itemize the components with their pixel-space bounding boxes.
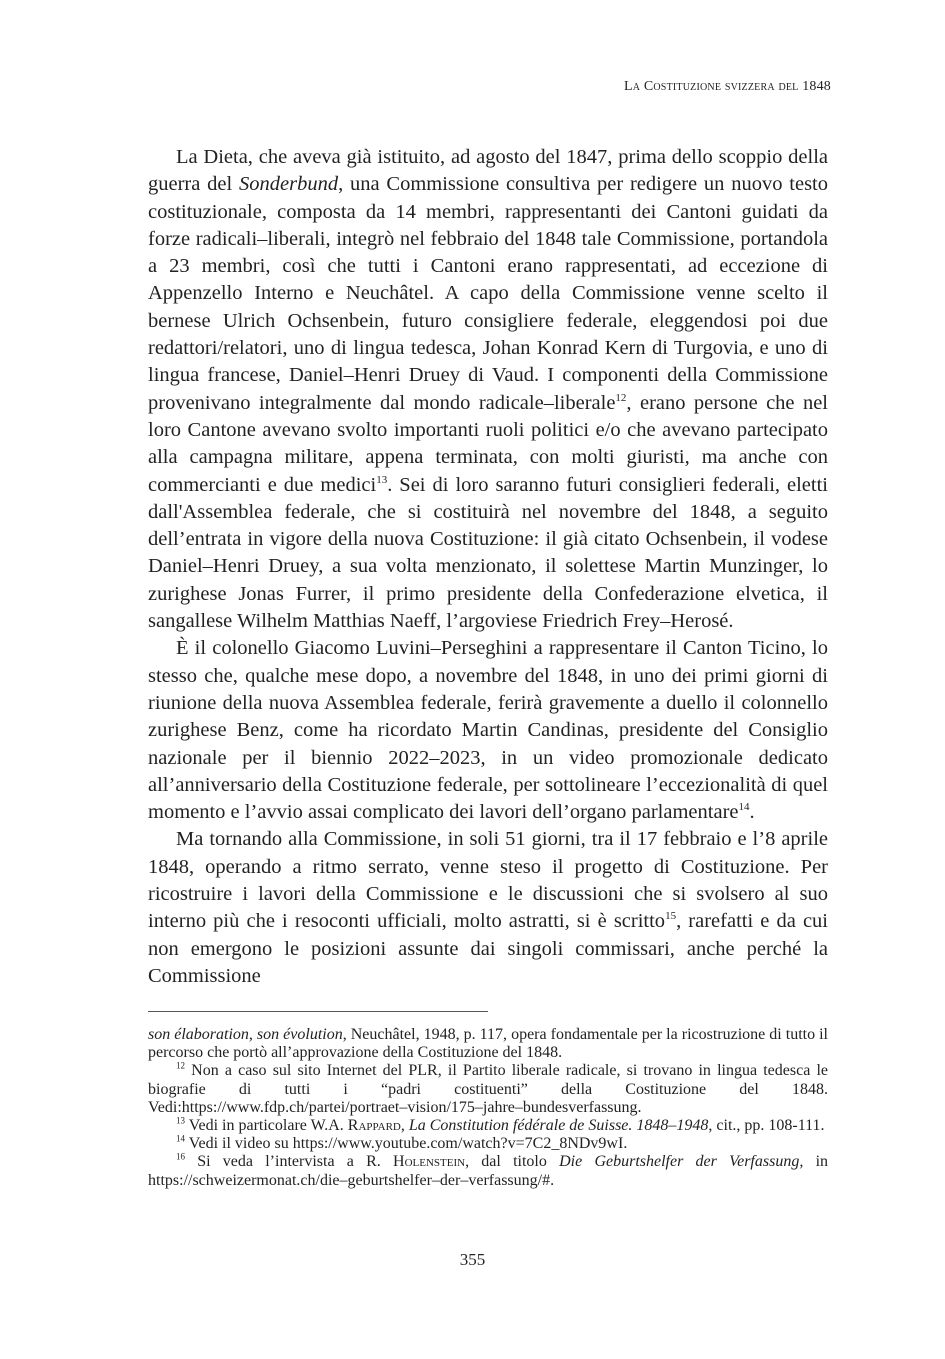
footnote-ref-14[interactable]: 14 (738, 801, 750, 814)
p1-text-d: , erano persone che nel loro Cantone avevano svolto importanti ruoli politici e/o che avevano partecipato alla campagna militare, appena terminata, con molti giuristi, ma anche con commercianti e due medici (148, 391, 828, 496)
fn-cont-text: , Neuchâtel, 1948, p. 117, opera fondamentale per la ricostruzione di tutto il percorso che portò all’approvazione della Costituzione del 1848. (148, 1026, 828, 1062)
footnote-12 (148, 1062, 828, 1117)
page-number: 355 (459, 1250, 486, 1269)
footnote-text: , cit., pp. 108-111. (708, 1117, 825, 1135)
footnote-text: Si veda l’intervista a R. (185, 1153, 394, 1171)
footnote-text: , dal titolo (465, 1153, 560, 1171)
footnote-ref-13[interactable]: 13 (376, 473, 388, 486)
footnote-author: Holenstein (393, 1153, 466, 1171)
running-head (624, 79, 831, 95)
p1-text-a: La Dieta, che aveva già istituito, ad agosto del 1847, prima dello scoppio della guerra del (148, 146, 828, 196)
footnote-text: , (400, 1117, 409, 1135)
footnote-separator (148, 1011, 488, 1012)
footnote-number: 12 (176, 1061, 185, 1072)
footnote-ref-15[interactable]: 15 (665, 910, 677, 923)
p2-text-a: È il colonello Giacomo Luvini–Perseghini a rappresentare il Canton Ticino, lo stesso che, qualche mese dopo, a novembre del 1848, in uno dei primi giorni di riunione della nuova Assemblea federale, ferirà gravemente a duello il colonnello zurighese Benz, come ha ricordato Martin Candinas, presidente del Consiglio nazionale per il biennio 2022–2023, in un video promozionale dedicato all’anniversario della Costituzione federale, per sottolineare l’eccezionalità di quel momento e l’avvio assai complicato dei lavori dell’organo parlamentare (148, 637, 828, 824)
footnote-number: 13 (176, 1115, 185, 1126)
footnote-number: 14 (176, 1133, 185, 1144)
footnote-14 (148, 1135, 828, 1153)
footnote-number: 16 (176, 1152, 185, 1163)
p1-italic-sonderbund: Sonderbund (239, 173, 339, 196)
footnote-title: La Constitution fédérale de Suisse. 1848–1948 (408, 1117, 709, 1135)
footnote-16 (148, 1153, 828, 1189)
footnote-text: in https://schweizermonat.ch/die–geburtshelfer–der–verfassung/#. (148, 1153, 829, 1189)
footnotes (148, 1026, 828, 1190)
footnote-text: Vedi in particolare W.A. (185, 1117, 348, 1135)
main-text (148, 144, 828, 990)
footnote-text: Non a caso sul sito Internet del PLR, il Partito liberale radicale, si trovano in lingua tedesca le biografie di tutti i “padri costituenti” della Costituzione del 1848. Vedi:https://www.fdp.ch/partei/portraet–vision/175–jahre–bundesverfassung. (148, 1062, 828, 1116)
fn-cont-italic: son élaboration, son évolution (148, 1026, 343, 1043)
paragraph-2 (148, 635, 828, 826)
paragraph-3 (148, 826, 828, 990)
footnote-13 (148, 1117, 828, 1135)
p3-text-a: Ma tornando alla Commissione, in soli 51 giorni, tra il 17 febbraio e l’8 aprile 1848, operando a ritmo serrato, venne steso il progetto di Costituzione. Per ricostruire i lavori della Commissione e le discussioni che si svolsero al suo interno più che i resoconti ufficiali, molto astratti, si è scritto (148, 828, 828, 933)
footnote-text: Vedi il video su https://www.youtube.com/watch?v=7C2_8NDv9wI. (185, 1135, 628, 1153)
p3-text-b: , rarefatti e da cui non emergono le posizioni assunte dai singoli commissari, anche perché la Commissione (148, 910, 828, 987)
p1-text-c: , una Commissione consultiva per redigere un nuovo testo costituzionale, composta da 14 membri, rappresentanti dei Cantoni guidati da forze radicali–liberali, integrò nel febbraio del 1848 tale Commissione, portandola a 23 membri, così che tutti i Cantoni erano rappresentati, ad eccezione di Appenzello Interno e Neuchâtel. A capo della Commissione venne scelto il bernese Ulrich Ochsenbein, futuro consigliere federale, eleggendosi poi due redattori/relatori, uno di lingua tedesca, Johan Konrad Kern di Turgovia, e uno di lingua francese, Daniel–Henri Druey di Vaud. I componenti della Commissione provenivano integralmente dal mondo radicale–liberale (148, 173, 828, 414)
p2-text-b: . (749, 801, 755, 824)
footnote-title: Die Geburtshelfer der Verfassung, (559, 1153, 804, 1171)
footnote-continuation (148, 1026, 828, 1062)
footnote-author: Rappard (347, 1117, 401, 1135)
paragraph-1 (148, 144, 828, 635)
footnote-ref-12[interactable]: 12 (615, 391, 627, 404)
p1-text-e: . Sei di loro saranno futuri consiglieri federali, eletti dall'Assemblea federale, che si costituirà nel novembre del 1848, a seguito dell’entrata in vigore della nuova Costituzione: il già citato Ochsenbein, il vodese Daniel–Henri Druey, a sua volta menzionato, il solettese Martin Munzinger, lo zurighese Jonas Furrer, il primo presidente della Confederazione elvetica, il sangallese Wilhelm Matthias Naeff, l’argoviese Friedrich Frey–Herosé. (148, 473, 828, 633)
running-head-title: La Costituzione svizzera del 1848 (623, 79, 831, 94)
